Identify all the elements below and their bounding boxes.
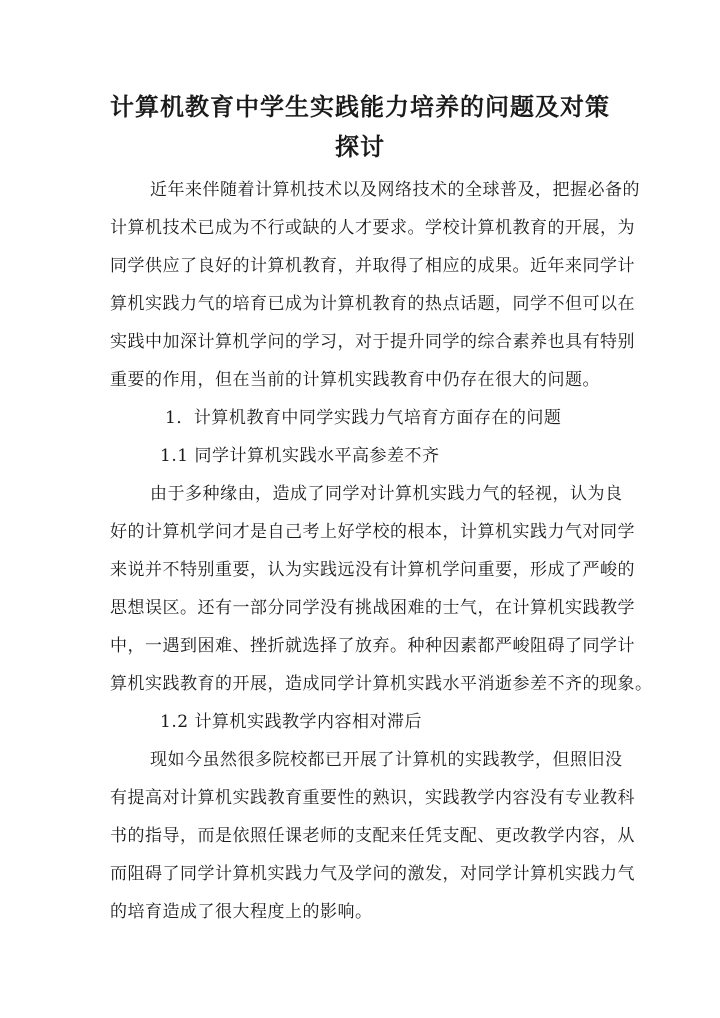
- paragraph-1-line-6: 重要的作用，但在当前的计算机实践教育中仍存在很大的问题。: [110, 370, 600, 390]
- paragraph-3-line-3: 书的指导，而是依照任课老师的支配来任凭支配、更改教学内容，从: [110, 826, 635, 846]
- paragraph-2-line-2: 好的计算机学问才是自己考上好学校的根本，计算机实践力气对同学: [110, 522, 635, 542]
- subsection-heading-1-2: 1.2 计算机实践教学内容相对滞后: [160, 712, 422, 732]
- paragraph-2-line-5: 中，一遇到困难、挫折就选择了放弃。种种因素都严峻阻碍了同学计: [110, 636, 635, 656]
- paragraph-3-line-1: 现如今虽然很多院校都已开展了计算机的实践教学，但照旧没: [150, 750, 623, 770]
- subsection-heading-1-1: 1.1 同学计算机实践水平高参差不齐: [160, 446, 440, 466]
- paragraph-3-line-5: 的培育造成了很大程度上的影响。: [110, 902, 373, 922]
- paragraph-1-line-5: 实践中加深计算机学问的学习，对于提升同学的综合素养也具有特别: [110, 332, 635, 352]
- paragraph-2-line-3: 来说并不特别重要，认为实践远没有计算机学问重要，形成了严峻的: [110, 560, 635, 580]
- paragraph-1-line-4: 算机实践力气的培育已成为计算机教育的热点话题，同学不但可以在: [110, 294, 635, 314]
- document-title-line-2: 探讨: [335, 132, 385, 161]
- paragraph-1-line-1: 近年来伴随着计算机技术以及网络技术的全球普及，把握必备的: [150, 180, 640, 200]
- paragraph-1-line-3: 同学供应了良好的计算机教育，并取得了相应的成果。近年来同学计: [110, 256, 635, 276]
- document-title-line-1: 计算机教育中学生实践能力培养的问题及对策: [110, 92, 610, 121]
- section-heading-1: 1．计算机教育中同学实践力气培育方面存在的问题: [165, 408, 562, 428]
- paragraph-2-line-4: 思想误区。还有一部分同学没有挑战困难的士气，在计算机实践教学: [110, 598, 635, 618]
- paragraph-1-line-2: 计算机技术已成为不行或缺的人才要求。学校计算机教育的开展，为: [110, 218, 635, 238]
- paragraph-2-line-6: 算机实践教育的开展，造成同学计算机实践水平消逝参差不齐的现象。: [110, 674, 653, 694]
- paragraph-3-line-4: 而阻碍了同学计算机实践力气及学问的激发，对同学计算机实践力气: [110, 864, 635, 884]
- paragraph-2-line-1: 由于多种缘由，造成了同学对计算机实践力气的轻视，认为良: [150, 484, 623, 504]
- paragraph-3-line-2: 有提高对计算机实践教育重要性的熟识，实践教学内容没有专业教科: [110, 788, 635, 808]
